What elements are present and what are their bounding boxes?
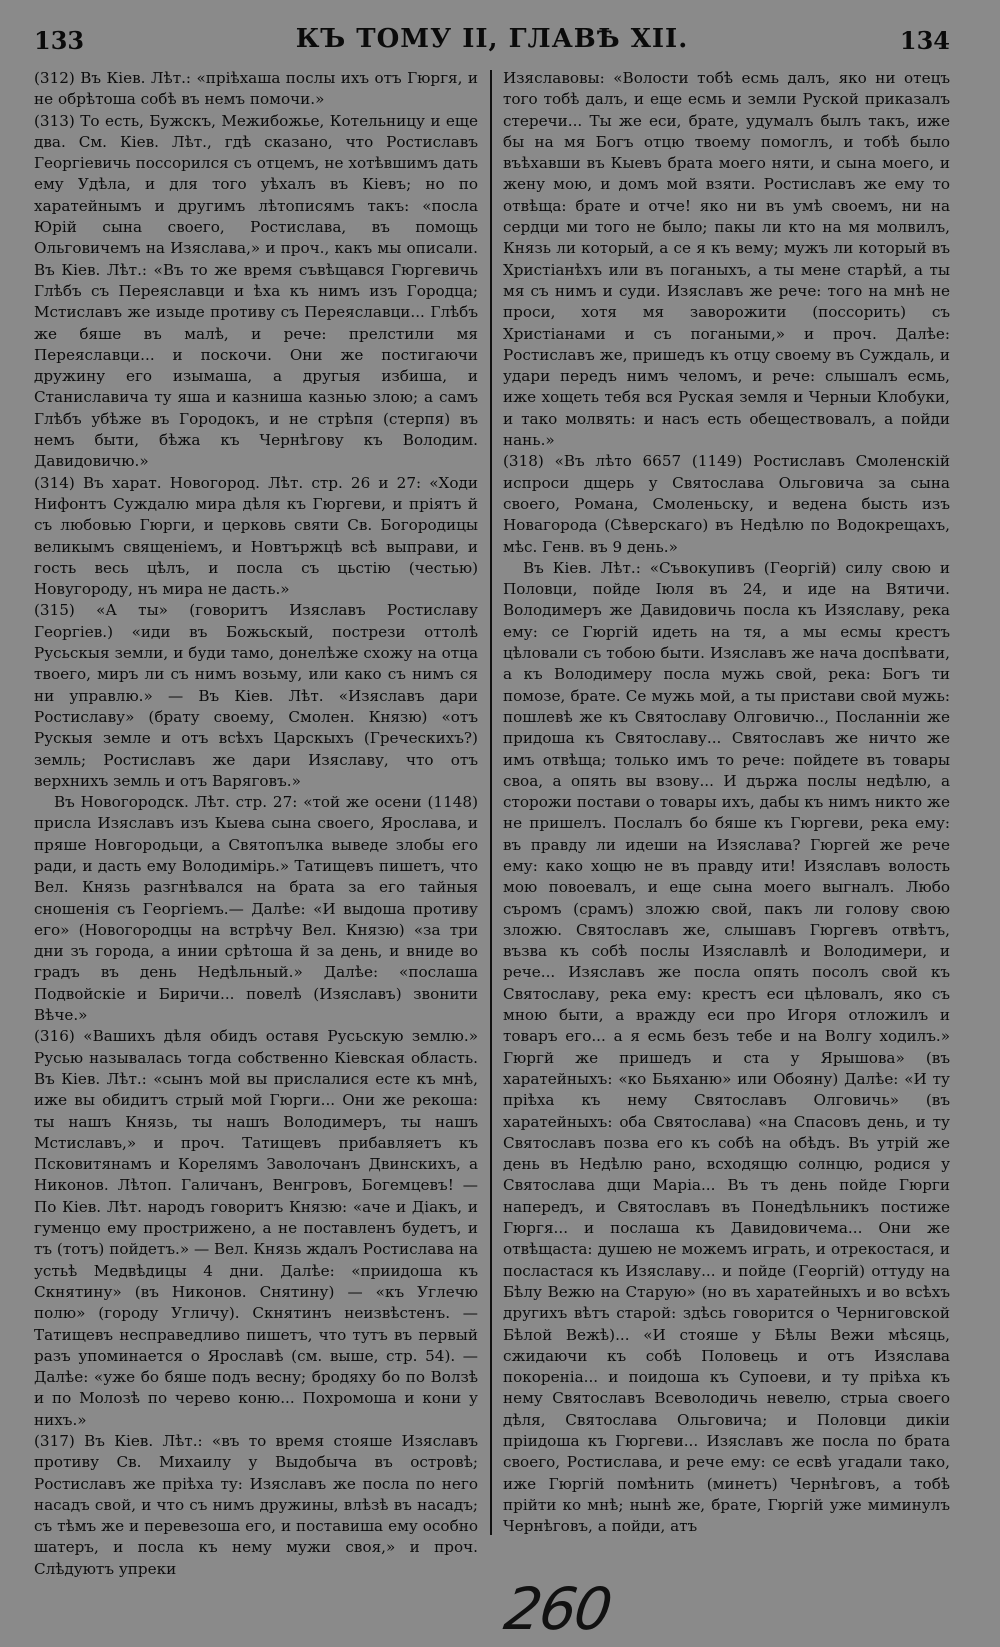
- page-header: [34, 22, 950, 62]
- column-divider: [490, 70, 492, 1535]
- running-title: КЪ ТОМУ II, ГЛАВѢ XII.: [295, 24, 689, 54]
- note-318-continued: Въ Кiев. Лѣт.: «Съвокупивъ (Георгiй) силу свою и Половци, пойде Iюля въ 24, и иде на Вятичи. Володимеръ же Давидовичь посла къ Изяславу, река ему: се Гюргiй идеть на тя, а мы есмы крестъ цѣловали съ тобою быти. Изяславъ же нача доспѣвати, а къ Володимеру посла мужь свой, река: Богъ ти помозе, брате. Се мужь мой, а ты пристави свой мужь: пошлевѣ же къ Святославу Олговичю.., Посланнiи же придоша къ Святославу... Святославъ же ничто же имъ отвѣща; только имъ то рече: пойдете въ товары своа, а опять вы взову... И държа послы недѣлю, а сторожи постави о товары ихъ, дабы къ нимъ никто же не пришелъ. Послалъ бо бяше къ Гюргеви, река ему: въ правду ли идеши на Изяслава? Гюргей же рече ему: како хощю не въ правду ити! Изяславъ волость мою повоевалъ, и еще сына моего выгналъ. Любо съромъ (срамъ) зложю свой, пакъ ли голову свою зложю. Святославъ же, слышавъ Гюргевъ отвѣтъ, възва къ собѣ послы Изяславлѣ и Володимери, и рече... Изяславъ же посла опять посолъ свой къ Святославу, река ему: крестъ еси цѣловалъ, яко съ мною быти, а вражду еси про Игоря отложилъ и товаръ его... а я есмь безъ тебе и на Волгу ходилъ.» Гюргй же пришедъ и ста у Ярышова» (въ харатейныхъ: «ко Бьяханю» или Обояну) Далѣе: «И ту прiѣха къ нему Святославъ Олговичь» (въ харатейныхъ: оба Святослава) «на Спасовъ день, и ту Святославъ позва его къ собѣ на обѣдъ. Въ утрiй же день въ Недѣлю рано, всходящю солнцю, родися у Святослава дщи Марiа... Въ тъ день пойде Гюрги напередъ, и Святославъ въ Понедѣльникъ постиже Гюргя... и послаша къ Давидовичема... Они же отвѣщаста: душею не можемъ играть, и отрекостася, и посластася къ Изяславу... и пойде (Георгiй) оттуду на Бѣлу Вежю на Старую» (но въ харатейныхъ и во всѣхъ другихъ вѣтъ старой: здѣсь говорится о Черниговской Бѣлой Вежѣ)... «И стояше у Бѣлы Вежи мѣсяць, сжидаючи къ собѣ Половець и отъ Изяслава покоренiа... и поидоша къ Супоеви, и ту прiѣха къ нему Святославъ Всеволодичь невелю, стрыа своего дѣля, Святослава Ольговича; и Половци дикiи прiидоша къ Гюргеви... Изяславъ же посла по брата своего, Ростислава, и рече ему: се есвѣ угадали тако, иже Гюргiй помѣнить (минетъ) Чернѣговъ, а тобѣ прiйти ко мнѣ; нынѣ же, брате, Гюргiй уже миминулъ Чернѣговъ, а пойди, атъ: [503, 558, 950, 1536]
- note-317: (317) Въ Кiев. Лѣт.: «въ то время стояше Изяславъ противу Св. Михаилу у Выдобыча въ островѣ; Ростиславъ же прiѣха ту: Изяславъ же посла по него насадъ свой, и что съ нимъ дружины, влѣзѣ въ насадъ; съ тѣмъ же и перевезоша его, и поставиша ему особно шатеръ, и посла къ нему мужи своя,» и проч. Слѣдуютъ упреки: [34, 1432, 478, 1578]
- note-318: (318) «Въ лѣто 6657 (1149) Ростиславъ Смоленскiй испроси дщерь у Святослава Ольговича за сына своего, Романа, Смоленьску, и ведена бысть изъ Новагорода (Сѣверскаго) въ Недѣлю по Водокрещахъ, мѣс. Генв. въ 9 день.»: [503, 452, 950, 556]
- note-312: (312) Въ Кiев. Лѣт.: «прiѣхаша послы ихъ отъ Гюргя, и не обрѣтоша собѣ въ немъ помочи.»: [34, 69, 478, 109]
- right-column: [503, 68, 950, 1538]
- page-number-right: 134: [899, 26, 950, 55]
- note-315: (315) «А ты» (говоритъ Изяславъ Ростиславу Георгiев.) «иди въ Божьскый, пострези оттолѣ Русьскыя земли, и буди тамо, донелѣже схожу на отца твоего, миръ ли съ нимъ возьму, или како съ нимъ ся ни управлю.» — Въ Кiев. Лѣт. «Изяславъ дари Ростиславу» (брату своему, Смолен. Князю) «отъ Рускыя земле и отъ всѣхъ Царскыхъ (Греческихъ?) земль; Ростиславъ же дари Изяславу, что отъ верхнихъ земль и отъ Варяговъ.»: [34, 601, 478, 790]
- handwritten-page-number: 260: [500, 1575, 615, 1643]
- note-316: (316) «Вашихъ дѣля обидъ оставя Русьскую землю.» Русью называлась тогда собственно Кiевская область. Въ Кiев. Лѣт.: «сынъ мой вы приcлалися есте къ мнѣ, иже вы обидитъ стрый мой Гюрги... Они же рекоша: ты нашъ Князь, ты нашъ Володимеръ, ты нашъ Мстиславъ,» и проч. Татищевъ прибавляетъ къ Псковитянамъ и Корелямъ Заволочанъ Двинскихъ, а Никонов. Лѣтоп. Галичанъ, Венгровъ, Богемцевъ! — По Кiев. Лѣт. народъ говоритъ Князю: «аче и Дiакъ, и гуменцо ему прострижено, а не поставленъ будетъ, и тъ (тотъ) пойдетъ.» — Вел. Князь ждалъ Ростислава на устьѣ Медвѣдицы 4 дни. Далѣе: «приидоша къ Скнятину» (въ Никонов. Снятину) — «къ Углечю полю» (городу Угличу). Скнятинъ неизвѣстенъ. — Татищевъ несправедливо пишетъ, что тутъ въ первый разъ упоминается о Ярославѣ (см. выше, стр. 54). — Далѣе: «уже бо бяше подъ весну; бродяху бо по Волзѣ и по Молозѣ по черево коню... Похромоша и кони у нихъ.»: [34, 1027, 478, 1429]
- note-315-continued: Въ Новогородск. Лѣт. стр. 27: «той же осени (1148) присла Изяславъ изъ Кыева сына своего, Ярослава, и пряше Новгородьци, а Святопълка выведе злобы его ради, и дасть ему Володимiрь.» Татищевъ пишетъ, что Вел. Князь разгнѣвался на брата за его тайныя сношенiя съ Георгiемъ.— Далѣе: «И выдоша противу его» (Новогородцы на встрѣчу Вел. Князю) «за три дни зъ города, а инии срѣтоша й за день, и вниде во градъ въ день Недѣльный.» Далѣе: «послаша Подвойскiе и Биричи... повелѣ (Изяславъ) звонити Вѣче.»: [34, 793, 478, 1025]
- note-314: (314) Въ харат. Новогород. Лѣт. стр. 26 и 27: «Ходи Нифонтъ Суждалю мира дѣля къ Гюргеви, и прiятъ й съ любовью Гюрги, и церковь святи Св. Богородицы великымъ священiемъ, и Новтържцѣ всѣ выправи, и гость весь цѣлъ, и посла съ цьстiю (честью) Новугороду, нъ мира не дасть.»: [34, 473, 478, 599]
- note-317-continued: Изяславовы: «Волости тобѣ есмь далъ, яко ни отецъ того тобѣ далъ, и еще есмь и земли Руской приказалъ стеречи... Ты же еси, брате, удумалъ былъ такъ, иже бы на мя Богъ отцю твоему помоглъ, и тобѣ было въѣхавши въ Кыевъ брата моего няти, и сына моего, и жену мою, и домъ мой взяти. Ростиславъ же ему то отвѣща: брате и отче! яко ни въ умѣ своемъ, ни на сердци ми того не было; пакы ли кто на мя молвилъ, Князь ли который, а се я къ вему; мужъ ли который въ Христiанѣхъ или въ поганыхъ, а ты мене старѣй, а ты мя съ нимъ и суди. Изяславъ же рече: того на мнѣ не проси, хотя мя заворожити (поссорить) съ Христiанами и съ погаными,» и проч. Далѣе: Ростиславъ же, пришедъ къ отцу своему въ Суждаль, и удари передъ нимъ челомъ, и рече: слышалъ есмь, иже хощеть тебя вся Руская земля и Черныи Клобуки, и тако молвять: и насъ есть обещеcтвовалъ, а пойди нань.»: [503, 69, 950, 450]
- page-number-left: 133: [34, 26, 85, 55]
- left-column: [34, 68, 478, 1578]
- note-313: (313) То есть, Бужскъ, Межибожье, Котельницу и еще два. См. Кiев. Лѣт., гдѣ сказано, что Ростиславъ Георгiевичь поссорился съ отцемъ, не хотѣвшимъ дать ему Удѣла, и для того уѣхалъ въ Кiевъ; но по харатейнымъ и другимъ лѣтописямъ такъ: «посла Юрiй сына своего, Ростислава, въ помощь Ольговичемъ на Изяслава,» и проч., какъ мы описали. Въ Кiев. Лѣт.: «Въ то же время съвѣщався Гюргевичь Глѣбъ съ Переяславци и ѣха къ нимъ изъ Городца; Мстиславъ же изыде противу съ Переяславци... Глѣбъ же бяше въ малѣ, и рече: прелстили мя Переяславци... и поскочи. Они же постигаючи дружину его изымаша, а другыя избиша, и Станиславича ту яша и казниша казнью злою; а самъ Глѣбъ убѣже въ Городокъ, и не стрѣпя (стерпя) въ немъ быти, бѣжа къ Чернѣгову къ Володим. Давидовичю.»: [34, 111, 478, 471]
